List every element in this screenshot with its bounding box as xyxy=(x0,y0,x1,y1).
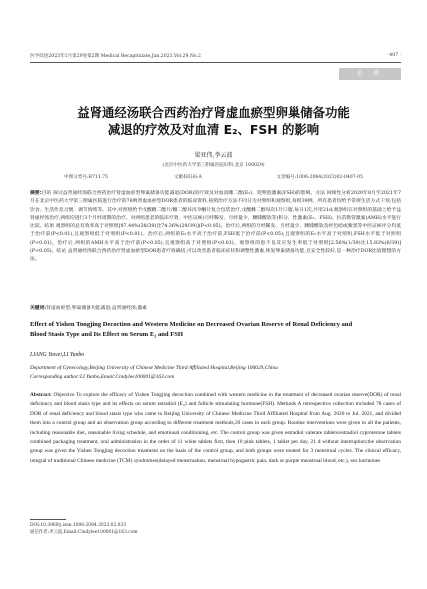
keywords-cn xyxy=(30,304,401,311)
abstract-en-label: Abstract: xyxy=(30,392,52,398)
title-cn-line-2: 减退的疗效及对血清 E₂、FSH 的影响 xyxy=(107,122,320,137)
article-title-cn xyxy=(20,104,407,138)
abstract-en xyxy=(30,391,401,466)
abstract-cn xyxy=(30,190,401,265)
journal-info: 医学综述2023年1月第29卷第2期 Medical Recapitulate,Jan.2023,Vol.29,No.2 xyxy=(30,54,201,59)
article-number: 文章编号:1006-2084(2023)02-0407-05 xyxy=(276,175,363,180)
title-en-line-1: Effect of Yishen Tongjing Decoction and Western Medicine on Decreased Ovarian Reserve of Renal Deficiency and xyxy=(30,321,353,328)
affiliation-en-block xyxy=(30,364,401,382)
clc-number: 中图分类号:R711.75 xyxy=(64,175,109,180)
corresponding-footnote: 通信作者:李云波,Email:Cindylee100001@163.com xyxy=(30,530,138,535)
article-meta xyxy=(64,174,363,181)
affiliation-en: Department of Gynecology,Beijing University of Chinese Medicine Third Affiliated Hospital,Beijing 100029,China xyxy=(30,365,278,371)
abstract-en-text: Objective To explore the efficacy of Yishen Tongjing decoction combined with western medicine in the treatment of decreased ovarian reserve(DOR) of renal deficiency and blood stasis type and its effects on serum estradiol (E₂) and follicle stimulating hormone(FSH). Methods A retrospective collection included 78 cases of DOR of renal deficiency and blood stasis type who came to Beijing University of Chinese Medicine Third Affiliated Hospital from Aug. 2020 to Jul. 2021, and divided them into a control group and an observation group according to different treatment methods,39 cases in each group. Routine interventions were given to all the patients, including reasonable diet, reasonable living schedule, and emotional conditioning, etc. The control group was given estradiol valerate tablets/estradiol cyproterone tablets combined packaging treatment, oral administration in the order of 11 white tablets first, then 10 pink tablets, 1 tablet per day, 21 d without interruption;the observation group was given the Yishen Tongjing decoction treatment on the basis of the control group, and both groups were treated for 3 menstrual cycles. The clinical efficacy, integral of traditional Chinese medicine (TCM) syndromes(delayed menstruation, menstrual hypogastric pain, dark or purple menstrual blood, etc.), sex hormones xyxy=(30,392,401,464)
section-label: 论 著 xyxy=(339,68,401,80)
keywords-cn-label: 关键词: xyxy=(30,305,47,311)
article-title-en xyxy=(30,320,401,340)
title-cn-line-1: 益肾通经汤联合西药治疗肾虚血瘀型卵巢储备功能 xyxy=(77,105,350,120)
authors-en: LIANG Yawei,LI Yunbo xyxy=(30,352,85,358)
abstract-cn-label: 摘要: xyxy=(30,191,42,196)
page-number: · 407 · xyxy=(386,53,401,58)
affiliation-cn: (北京中医药大学第三附属医院妇科,北京 100029) xyxy=(162,163,265,168)
doi: DOI:10.3969/j.issn.1006-2084.2023.02.033 xyxy=(30,523,127,528)
document-code: 文献标识码:A xyxy=(174,175,202,180)
corresponding-author-en: Corresponding author:LI Yunbo,Email:Cindylee100001@163.com xyxy=(30,374,175,380)
abstract-cn-text: 目的 探讨益肾通经汤联合西药治疗肾虚血瘀型卵巢储备功能减退(DOR)的疗效及对血清雌二醇(E₂)、促卵泡激素(FSH)的影响。方法 回顾性分析2020年8月至2021年7月在北京中医药大学第三附属医院进行治疗的78例肾虚血瘀型DOR患者的临床资料,按照治疗方法不同分为对照组和观察组,每组39例。所有患者均给予常规生活方式干预,包括饮食、生活作息习惯、调节情绪等。其中,对照组给予戊酸雌二醇片/雌二醇环丙孕酮片复合包装治疗,戊酸雌二醇每次1片口服,每日1次,共用21d;观察组在对照组的基础上给予益肾通经汤治疗,两组均进行3个月经周期的治疗。对两组患者的临床疗效、中医证候(月经稀发、月经量少、腰膝酸软等)积分、性激素(E₂、FSH)、抗苗勒管激素(AMH)水平进行比较。结果 观察组的总有效率高于对照组[97.44%(38/39)比74.36%(29/39)](P<0.05)。治疗后,两组的月经稀发、月经量少、腰膝酸软及经色暗或紫黑等中医证候评分均低于治疗前(P<0.01),且观察组低于对照组(P<0.01)。治疗后,两组的E₂水平高于治疗前,FSH低于治疗前(P<0.05);且观察组的E₂水平高于对照组,FSH水平低于对照组(P<0.01)。治疗后,两组的AMH水平高于治疗前(P<0.05),且观察组高于对照组(P<0.01)。观察组的患不良反应发生率低于对照组[2.56%(1/39)比15.83%(6/39)](P<0.05)。结论 益肾通经汤联合西药治疗肾虚血瘀型DOR患者疗效确切,可以改善患者临床症状和调整性激素,恢复卵巢储备功能,且安全性较好,是一种治疗DOR比较理想的方法。 xyxy=(30,191,402,263)
footnote-divider xyxy=(30,519,66,520)
authors-cn: 梁亚伟,李云波 xyxy=(194,152,233,159)
keywords-cn-text: 肾虚血瘀型;卵巢储备功能减退;益肾通经汤;激素 xyxy=(46,306,147,311)
footnotes xyxy=(30,522,138,536)
title-en-line-2: Blood Stasis Type and Its Effect on Serum E₂ and FSH xyxy=(30,331,184,338)
running-header xyxy=(30,52,401,63)
